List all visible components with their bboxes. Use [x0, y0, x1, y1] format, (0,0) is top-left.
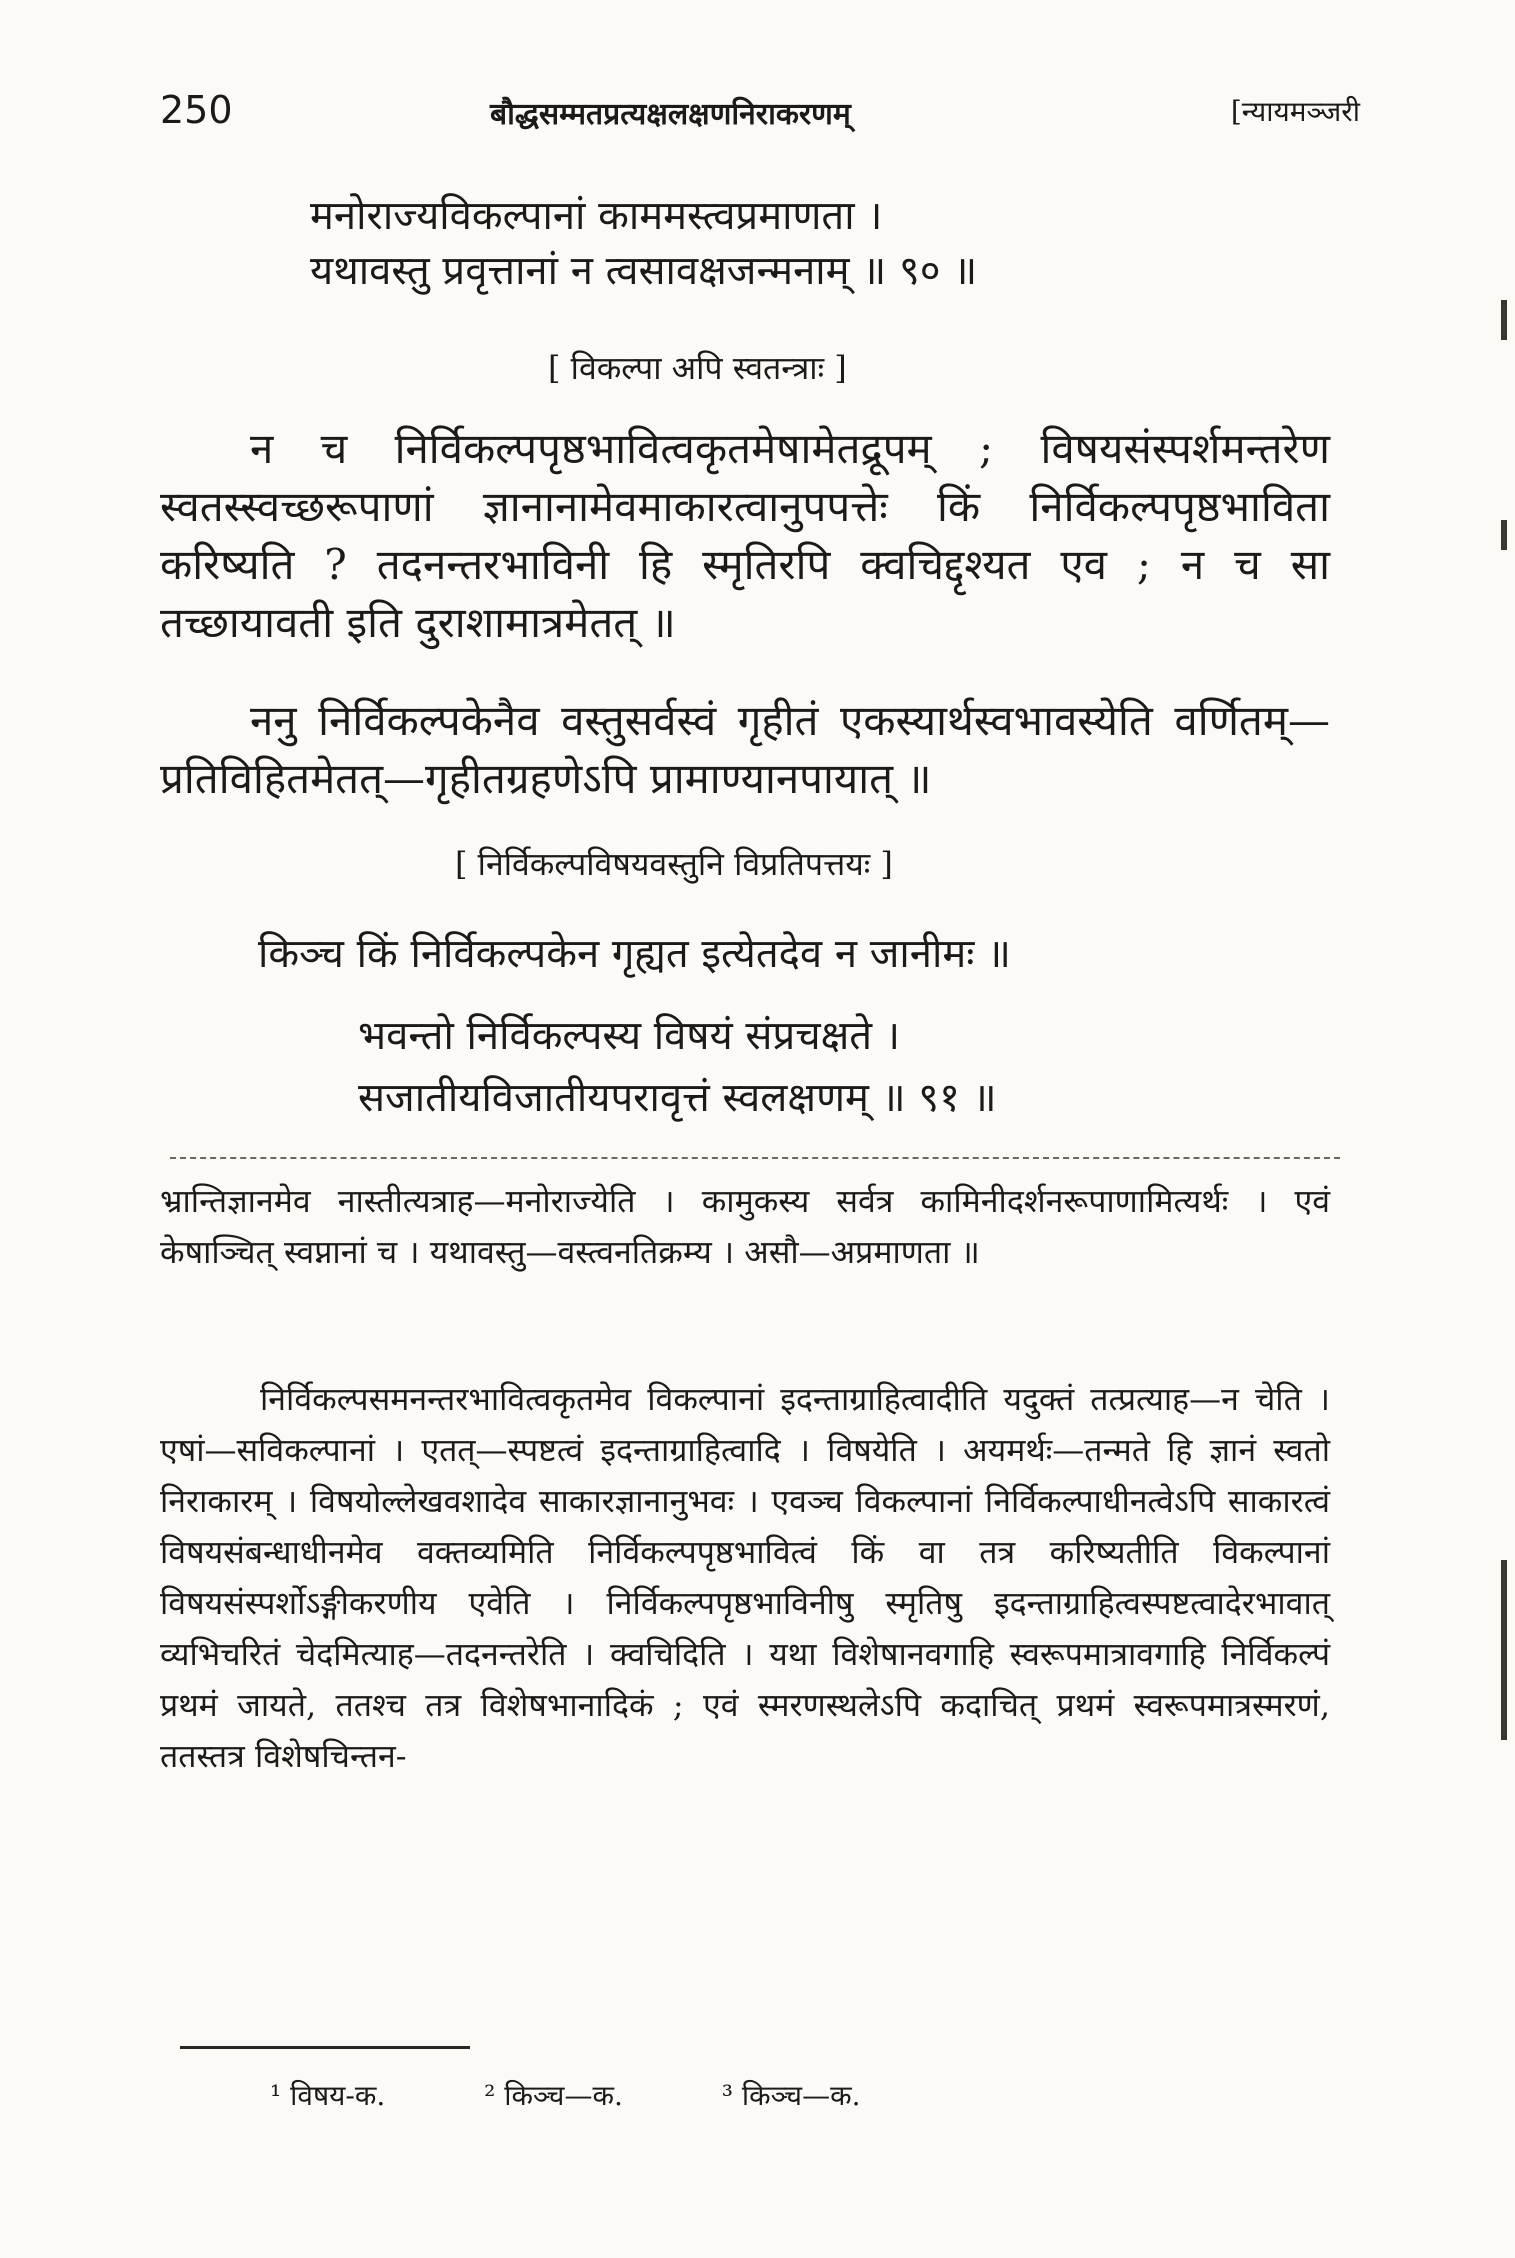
- verse-90-line-1: मनोराज्यविकल्पानां काममस्त्वप्रमाणता ।: [310, 193, 883, 239]
- page-header: [160, 88, 1360, 148]
- scan-edge-mark: [1501, 1560, 1507, 1740]
- paragraph-2: ननु निर्विकल्पकेनैव वस्तुसर्वस्वं गृहीतं एकस्यार्थस्वभावस्येति वर्णितम्—प्रतिविहितमेतत्—गृहीतग्रहणेऽपि प्रामाण्यानपायात् ॥: [160, 696, 1330, 803]
- running-title: बौद्धसम्मतप्रत्यक्षलक्षणनिराकरणम्: [490, 97, 851, 132]
- paragraph-1: न च निर्विकल्पपृष्ठभावित्वकृतमेषामेतद्रूपम् ; विषयसंस्पर्शमन्तरेण स्वतस्स्वच्छरूपाणां ज्ञानानामेवमाकारत्वानुपपत्तेः किं निर्विकल्पपृष्ठभाविता करिष्यति ? तदनन्तरभाविनी हि स्मृतिरपि क्वचिद्दृश्यत एव ; न च सा तच्छायावती इति दुराशामात्रमेतत् ॥: [160, 424, 1330, 647]
- footnote-2: ² किञ्च—क.: [484, 2079, 623, 2112]
- commentary-separator: [170, 1157, 1340, 1159]
- verse-91-line-0: किञ्च किं निर्विकल्पकेन गृह्यत इत्येतदेव न जानीमः ॥: [258, 931, 1012, 977]
- footnote-1: ¹ विषय-क.: [270, 2079, 386, 2112]
- section-heading-2: [ निर्विकल्पविषयवस्तुनि विप्रतिपत्तयः ]: [455, 845, 893, 883]
- footnotes: [270, 2076, 950, 2114]
- scan-edge-mark: [1501, 520, 1507, 550]
- footnote-3: ³ किञ्च—क.: [721, 2079, 861, 2112]
- book-label: [न्यायमञ्जरी: [1230, 95, 1360, 128]
- verse-91-line-2: सजातीयविजातीयपरावृत्तं स्वलक्षणम् ॥ ९१ ॥: [358, 1075, 997, 1121]
- verse-90-line-2: यथावस्तु प्रवृत्तानां न त्वसावक्षजन्मनाम् ॥ ९० ॥: [310, 248, 978, 294]
- section-heading-1: [ विकल्पा अपि स्वतन्त्राः ]: [548, 349, 847, 387]
- scan-edge-mark: [1501, 300, 1507, 340]
- verse-91-line-1: भवन्तो निर्विकल्पस्य विषयं संप्रचक्षते ।: [358, 1013, 900, 1059]
- page-number: 250: [160, 88, 233, 132]
- commentary-paragraph-1: भ्रान्तिज्ञानमेव नास्तीत्यत्राह—मनोराज्येति । कामुकस्य सर्वत्र कामिनीदर्शनरूपाणामित्यर्थः । एवं केषाञ्चित् स्वप्नानां च । यथावस्तु—वस्त्वनतिक्रम्य । असौ—अप्रमाणता ॥: [160, 1182, 1330, 1271]
- footnote-rule: [180, 2046, 470, 2049]
- commentary-paragraph-2: निर्विकल्पसमनन्तरभावित्वकृतमेव विकल्पानां इदन्ताग्राहित्वादीति यदुक्तं तत्प्रत्याह—न चेति । एषां—सविकल्पानां । एतत्—स्पष्टत्वं इदन्ताग्राहित्वादि । विषयेति । अयमर्थः—तन्मते हि ज्ञानं स्वतो निराकारम् । विषयोल्लेखवशादेव साकारज्ञानानुभवः । एवञ्च विकल्पानां निर्विकल्पाधीनत्वेऽपि साकारत्वं विषयसंबन्धाधीनमेव वक्तव्यमिति निर्विकल्पपृष्ठभावित्वं किं वा तत्र करिष्यतीति विकल्पानां विषयसंस्पर्शोऽङ्गीकरणीय एवेति । निर्विकल्पपृष्ठभाविनीषु स्मृतिषु इदन्ताग्राहित्वस्पष्टत्वादेरभावात् व्यभिचरितं चेदमित्याह—तदनन्तरेति । क्वचिदिति । यथा विशेषानवगाहि स्वरूपमात्रावगाहि निर्विकल्पं प्रथमं जायते, ततश्च तत्र विशेषभानादिकं ; एवं स्मरणस्थलेऽपि कदाचित् प्रथमं स्वरूपमात्रस्मरणं, ततस्तत्र विशेषचिन्तन-: [160, 1380, 1330, 1775]
